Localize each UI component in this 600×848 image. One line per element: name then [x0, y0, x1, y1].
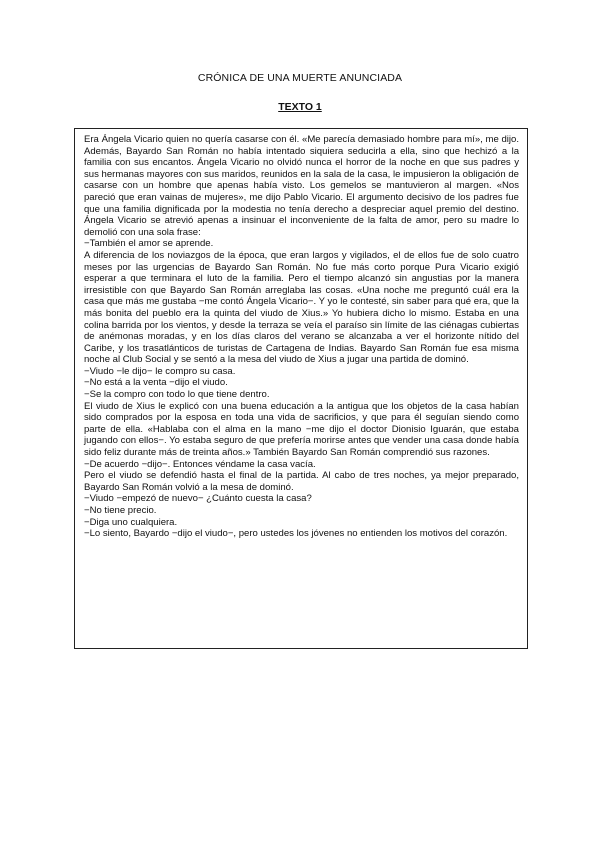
- paragraph: −De acuerdo −dijo−. Entonces véndame la casa vacía.: [84, 458, 316, 470]
- document-title: CRÓNICA DE UNA MUERTE ANUNCIADA: [197, 72, 403, 84]
- paragraph: Era Ángela Vicario quien no quería casarse con él. «Me parecía demasiado hombre para mí», me dijo. Además, Bayardo San Román no había intentado siquiera seducirla a ella, sino que hechizó a la familia con sus encantos. Ángela Vicario no olvidó nunca el horror de la noche en que sus padres y sus hermanas mayores con sus maridos, reunidos en la sala de la casa, le impusieron la obligación de casarse con un hombre que apenas había visto. Los gemelos se mantuvieron al margen. «Nos pareció que eran vainas de mujeres», me dijo Pablo Vicario. El argumento decisivo de los padres fue que una familia dignificada por la modestia no tenía derecho a despreciar aquel premio del destino. Ángela Vicario se atrevió apenas a insinuar el inconveniente de la falta de amor, pero su madre lo demolió con una sola frase:: [84, 134, 519, 238]
- paragraph: Pero el viudo se defendió hasta el final de la partida. Al cabo de tres noches, ya mejor preparado, Bayardo San Román volvió a la mesa de dominó.: [84, 470, 519, 493]
- document-subtitle: [0, 101, 600, 113]
- paragraph: −También el amor se aprende.: [84, 238, 214, 250]
- paragraph: −Lo siento, Bayardo −dijo el viudo−, pero ustedes los jóvenes no entienden los motivos del corazón.: [84, 528, 508, 540]
- paragraph: El viudo de Xius le explicó con una buena educación a la antigua que los objetos de la casa habían sido comprados por la esposa en toda una vida de sacrificios, y que para él seguían siendo como parte de ella. «Hablaba con el alma en la mano −me dijo el doctor Dionisio Iguarán, que estaba jugando con ellos−. Yo estaba seguro de que prefería morirse antes que vender una casa donde había sido feliz durante más de treinta años.» También Bayardo San Román comprendió sus razones.: [84, 400, 519, 459]
- paragraph: −No está a la venta −dijo el viudo.: [84, 377, 228, 389]
- paragraph: −Viudo −le dijo− le compro su casa.: [84, 365, 236, 377]
- subtitle-text: TEXTO 1: [278, 101, 322, 113]
- text-box: [74, 128, 528, 649]
- paragraph: A diferencia de los noviazgos de la época, que eran largos y vigilados, el de ellos fue de solo cuatro meses por las urgencias de Bayardo San Román. No fue más corto porque Pura Vicario exigió esperar a que terminara el luto de la familia. Pero el tiempo alcanzó sin angustias por la manera irresistible con que Bayardo San Román arreglaba las cosas. «Una noche me preguntó cuál era la casa que más me gustaba −me contó Ángela Vicario−. Y yo le contesté, sin saber para qué era, que la más bonita del pueblo era la quinta del viudo de Xius.» Yo hubiera dicho lo mismo. Estaba en una colina barrida por los vientos, y desde la terraza se veía el paraíso sin límite de las ciénagas cubiertas de anémonas moradas, y en los días claros del verano se alcanzaba a ver el horizonte nítido del Caribe, y los trasatlánticos de turistas de Cartagena de Indias. Bayardo San Román fue esa misma noche al Club Social y se sentó a la mesa del viudo de Xius a jugar una partida de dominó.: [84, 249, 519, 366]
- paragraph: −Diga uno cualquiera.: [84, 516, 178, 528]
- paragraph: −Se la compro con todo lo que tiene dentro.: [84, 389, 270, 401]
- paragraph: −Viudo −empezó de nuevo− ¿Cuánto cuesta la casa?: [84, 493, 312, 505]
- paragraph: −No tiene precio.: [84, 505, 157, 516]
